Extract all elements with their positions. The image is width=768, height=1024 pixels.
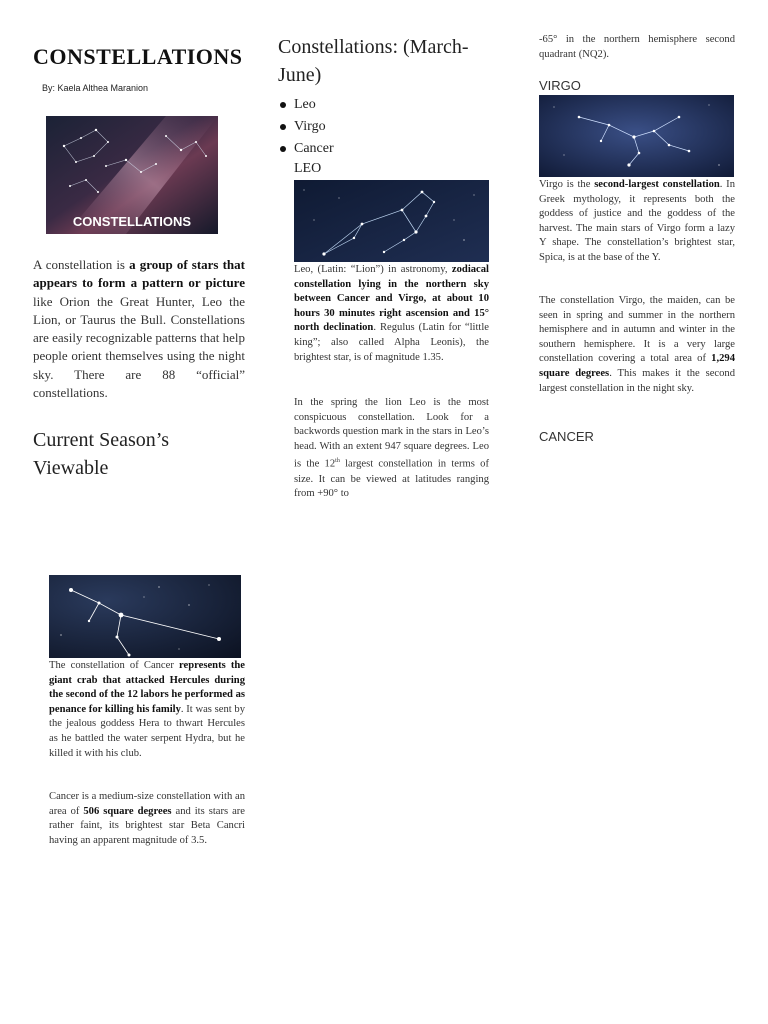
virgo-image <box>539 95 734 177</box>
byline: By: Kaela Althea Maranion <box>42 83 149 93</box>
virgo-heading: VIRGO <box>539 78 581 93</box>
cancer-image <box>49 575 241 658</box>
leo-heading: LEO <box>294 161 322 176</box>
virgo-paragraph-2: The constellation Virgo, the maiden, can be seen in spring and summer in the northern hemisphere and in autumn and winter in the southern hemisphere. It is a very large constellation covering a total area of 1,294 square degrees. This makes it the second largest constellation in the night sky. <box>539 295 735 394</box>
virgo-paragraph-1: Virgo is the second-largest constellation. In Greek mythology, it represents both the goddess of justice and the goddess of the harvest. The main stars of Virgo form a lazy Y shape. The constellation’s brightest star, Spica, is at the base of the Y. <box>539 179 735 263</box>
cover-image <box>46 116 218 234</box>
leo-paragraph-2: In the spring the lion Leo is the most conspicuous constellation. Look for a backwords question mark in the stars in Leo’s head. With an extent 947 square degrees. Leo is the 12th largest constellation in terms of size. It can be viewed at latitudes ranging from +90° to <box>294 397 489 500</box>
list-item: Leo <box>278 96 334 118</box>
cover-image-caption: CONSTELLATIONS <box>72 214 192 229</box>
leo-image <box>294 180 489 262</box>
leo-paragraph-1: Leo, (Latin: “Lion”) in astronomy, zodiacal constellation lying in the northern sky between Cancer and Virgo, at about 10 hours 30 minutes right ascension and 15° north declination. Regulus (Latin for “little king”; also called Alpha Leonis), the brightest star, is of magnitude 1.35. <box>294 264 489 363</box>
page-title: CONSTELLATIONS <box>33 44 243 69</box>
intro-paragraph: A constellation is a group of stars that appears to form a pattern or picture like Orion the Great Hunter, Leo the Lion, or Taurus the Bull. Constellations are easily recognizable patterns that help people orient themselves using the night sky. There are 88 “official” constellations. <box>33 257 245 401</box>
season-column-heading: Constellations: (March-June) <box>278 36 469 86</box>
season-heading: Current Season’s Viewable <box>33 429 170 479</box>
cancer-paragraph-1: The constellation of Cancer represents the giant crab that attacked Hercules during the second of the 12 labors he performed as penance for killing his family. It was sent by the jealous goddess Hera to thwart Hercules as he battled the water serpent Hydra, but he killed it with his club. <box>49 660 245 759</box>
leo-paragraph-continued: -65° in the northern hemisphere second quadrant (NQ2). <box>539 34 735 60</box>
cancer-paragraph-2: Cancer is a medium-size constellation with an area of 506 square degrees and its stars are rather faint, its brightest star Beta Cancri having an apparent magnitude of 3.5. <box>49 791 246 846</box>
list-item: Cancer <box>278 140 334 162</box>
season-list <box>278 96 334 162</box>
cancer-heading: CANCER <box>539 429 594 444</box>
list-item: Virgo <box>278 118 334 140</box>
